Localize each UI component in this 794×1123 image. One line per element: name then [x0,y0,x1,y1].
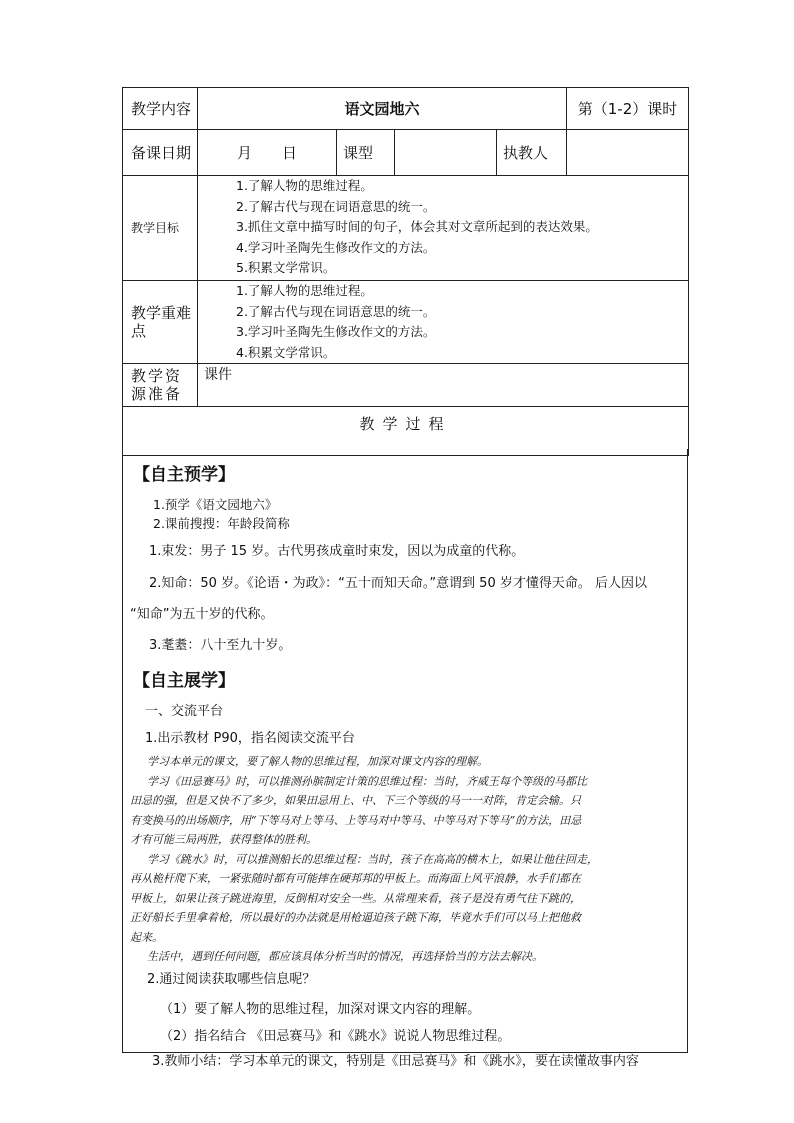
goals-row [123,176,689,281]
term-item: “知命”为五十岁的代称。 [130,607,274,622]
preview-item: 2.课前搜搜：年龄段简称 [153,516,290,531]
key-points-list [198,281,689,364]
goal-item: 1.了解人物的思维过程。 [236,178,373,193]
key-point-item: 3.学习叶圣陶先生修改作文的方法。 [236,324,436,339]
key-point-item: 2.了解古代与现在词语意思的统一。 [236,303,436,319]
reading-line: 田忌的强，但是又快不了多少，如果田忌用上、中、下三个等级的马一一对阵，肯定会输。只 [130,794,581,807]
answer-item: （2）指名结合 《田忌赛马》和《跳水》说说人物思维过程。 [160,1029,511,1044]
answer-item: （1）要了解人物的思维过程，加深对课文内容的理解。 [160,1002,481,1017]
type-value [395,130,497,176]
resources-value: 课件 [198,364,689,407]
goals-label: 教学目标 [123,176,198,281]
term-item: 2.知命：50 岁。《论语・为政》：“五十而知天命。”意谓到 50 岁才懂得天命。 后人因以 [149,576,647,591]
term-item: 3.耄耋：八十至九十岁。 [149,638,292,653]
date-row [123,130,689,176]
preview-item: 1.预学《语文园地六》 [153,497,278,512]
process-title: 教学过程 [123,407,689,456]
reading-line: 有变换马的出场顺序，用“下等马对上等马、上等马对中等马、中等马对下等马”的方法，田忌 [130,814,582,827]
reading-line: 学习《田忌赛马》时，可以推测孙膑制定计策的思维过程：当时，齐威王每个等级的马都比 [147,775,587,788]
content-row [123,88,689,130]
step-1: 1.出示教材 P90，指名阅读交流平台 [145,731,355,746]
period-cell: 第（1-2）课时 [567,88,689,130]
key-point-item: 4.积累文学常识。 [236,344,336,360]
goal-item: 5.积累文学常识。 [236,260,336,275]
type-label: 课型 [337,130,395,176]
lesson-title: 语文园地六 [198,88,567,130]
term-item: 1.束发：男子 15 岁。古代男孩成童时束发，因以为成童的代称。 [149,544,525,559]
reading-line: 才有可能三局两胜，获得整体的胜利。 [130,833,317,846]
reading-line: 学习《跳水》时，可以推测船长的思维过程：当时，孩子在高高的横木上，如果让他往回走， [147,853,598,866]
key-points-row [123,281,689,364]
goals-list [198,176,689,281]
reading-line: 再从桅杆爬下来，一紧张随时都有可能摔在硬邦邦的甲板上。而海面上风平浪静，水手们都在 [130,872,581,885]
exchange-section-title: 一、交流平台 [145,704,224,719]
reading-line: 甲板上，如果让孩子跳进海里，反倒相对安全一些。从常理来看，孩子是没有勇气往下跳的， [130,892,581,905]
step-3: 3.教师小结：学习本单元的课文，特别是《田忌赛马》和《跳水》，要在读懂故事内容 [152,1054,639,1069]
lesson-plan-table [122,87,689,456]
goal-item: 4.学习叶圣陶先生修改作文的方法。 [236,239,436,255]
content-label: 教学内容 [123,88,198,130]
resources-row [123,364,689,407]
key-point-item: 1.了解人物的思维过程。 [236,283,373,298]
goal-item: 3.抓住文章中描写时间的句子，体会其对文章所起到的表达效果。 [236,219,598,234]
teacher-label: 执教人 [497,130,567,176]
reading-line: 生活中，遇到任何问题，都应该具体分析当时的情况，再选择恰当的方法去解决。 [147,950,543,963]
goal-item: 2.了解古代与现在词语意思的统一。 [236,198,436,214]
show-heading: 【自主展学】 [133,671,235,691]
reading-line: 正好船长手里拿着枪，所以最好的办法就是用枪逼迫孩子跳下海，毕竟水手们可以马上把他救 [130,911,581,924]
step-2: 2.通过阅读获取哪些信息呢？ [147,972,316,987]
reading-line: 起来。 [130,931,163,944]
date-label: 备课日期 [123,130,198,176]
resources-label: 教学资源准备 [123,364,198,407]
preview-heading: 【自主预学】 [133,465,235,485]
reading-line: 学习本单元的课文，要了解人物的思维过程，加深对课文内容的理解。 [147,755,488,768]
teacher-value [567,130,689,176]
key-points-label: 教学重难点 [123,281,198,364]
month-day-cell: 月 日 [198,130,337,176]
